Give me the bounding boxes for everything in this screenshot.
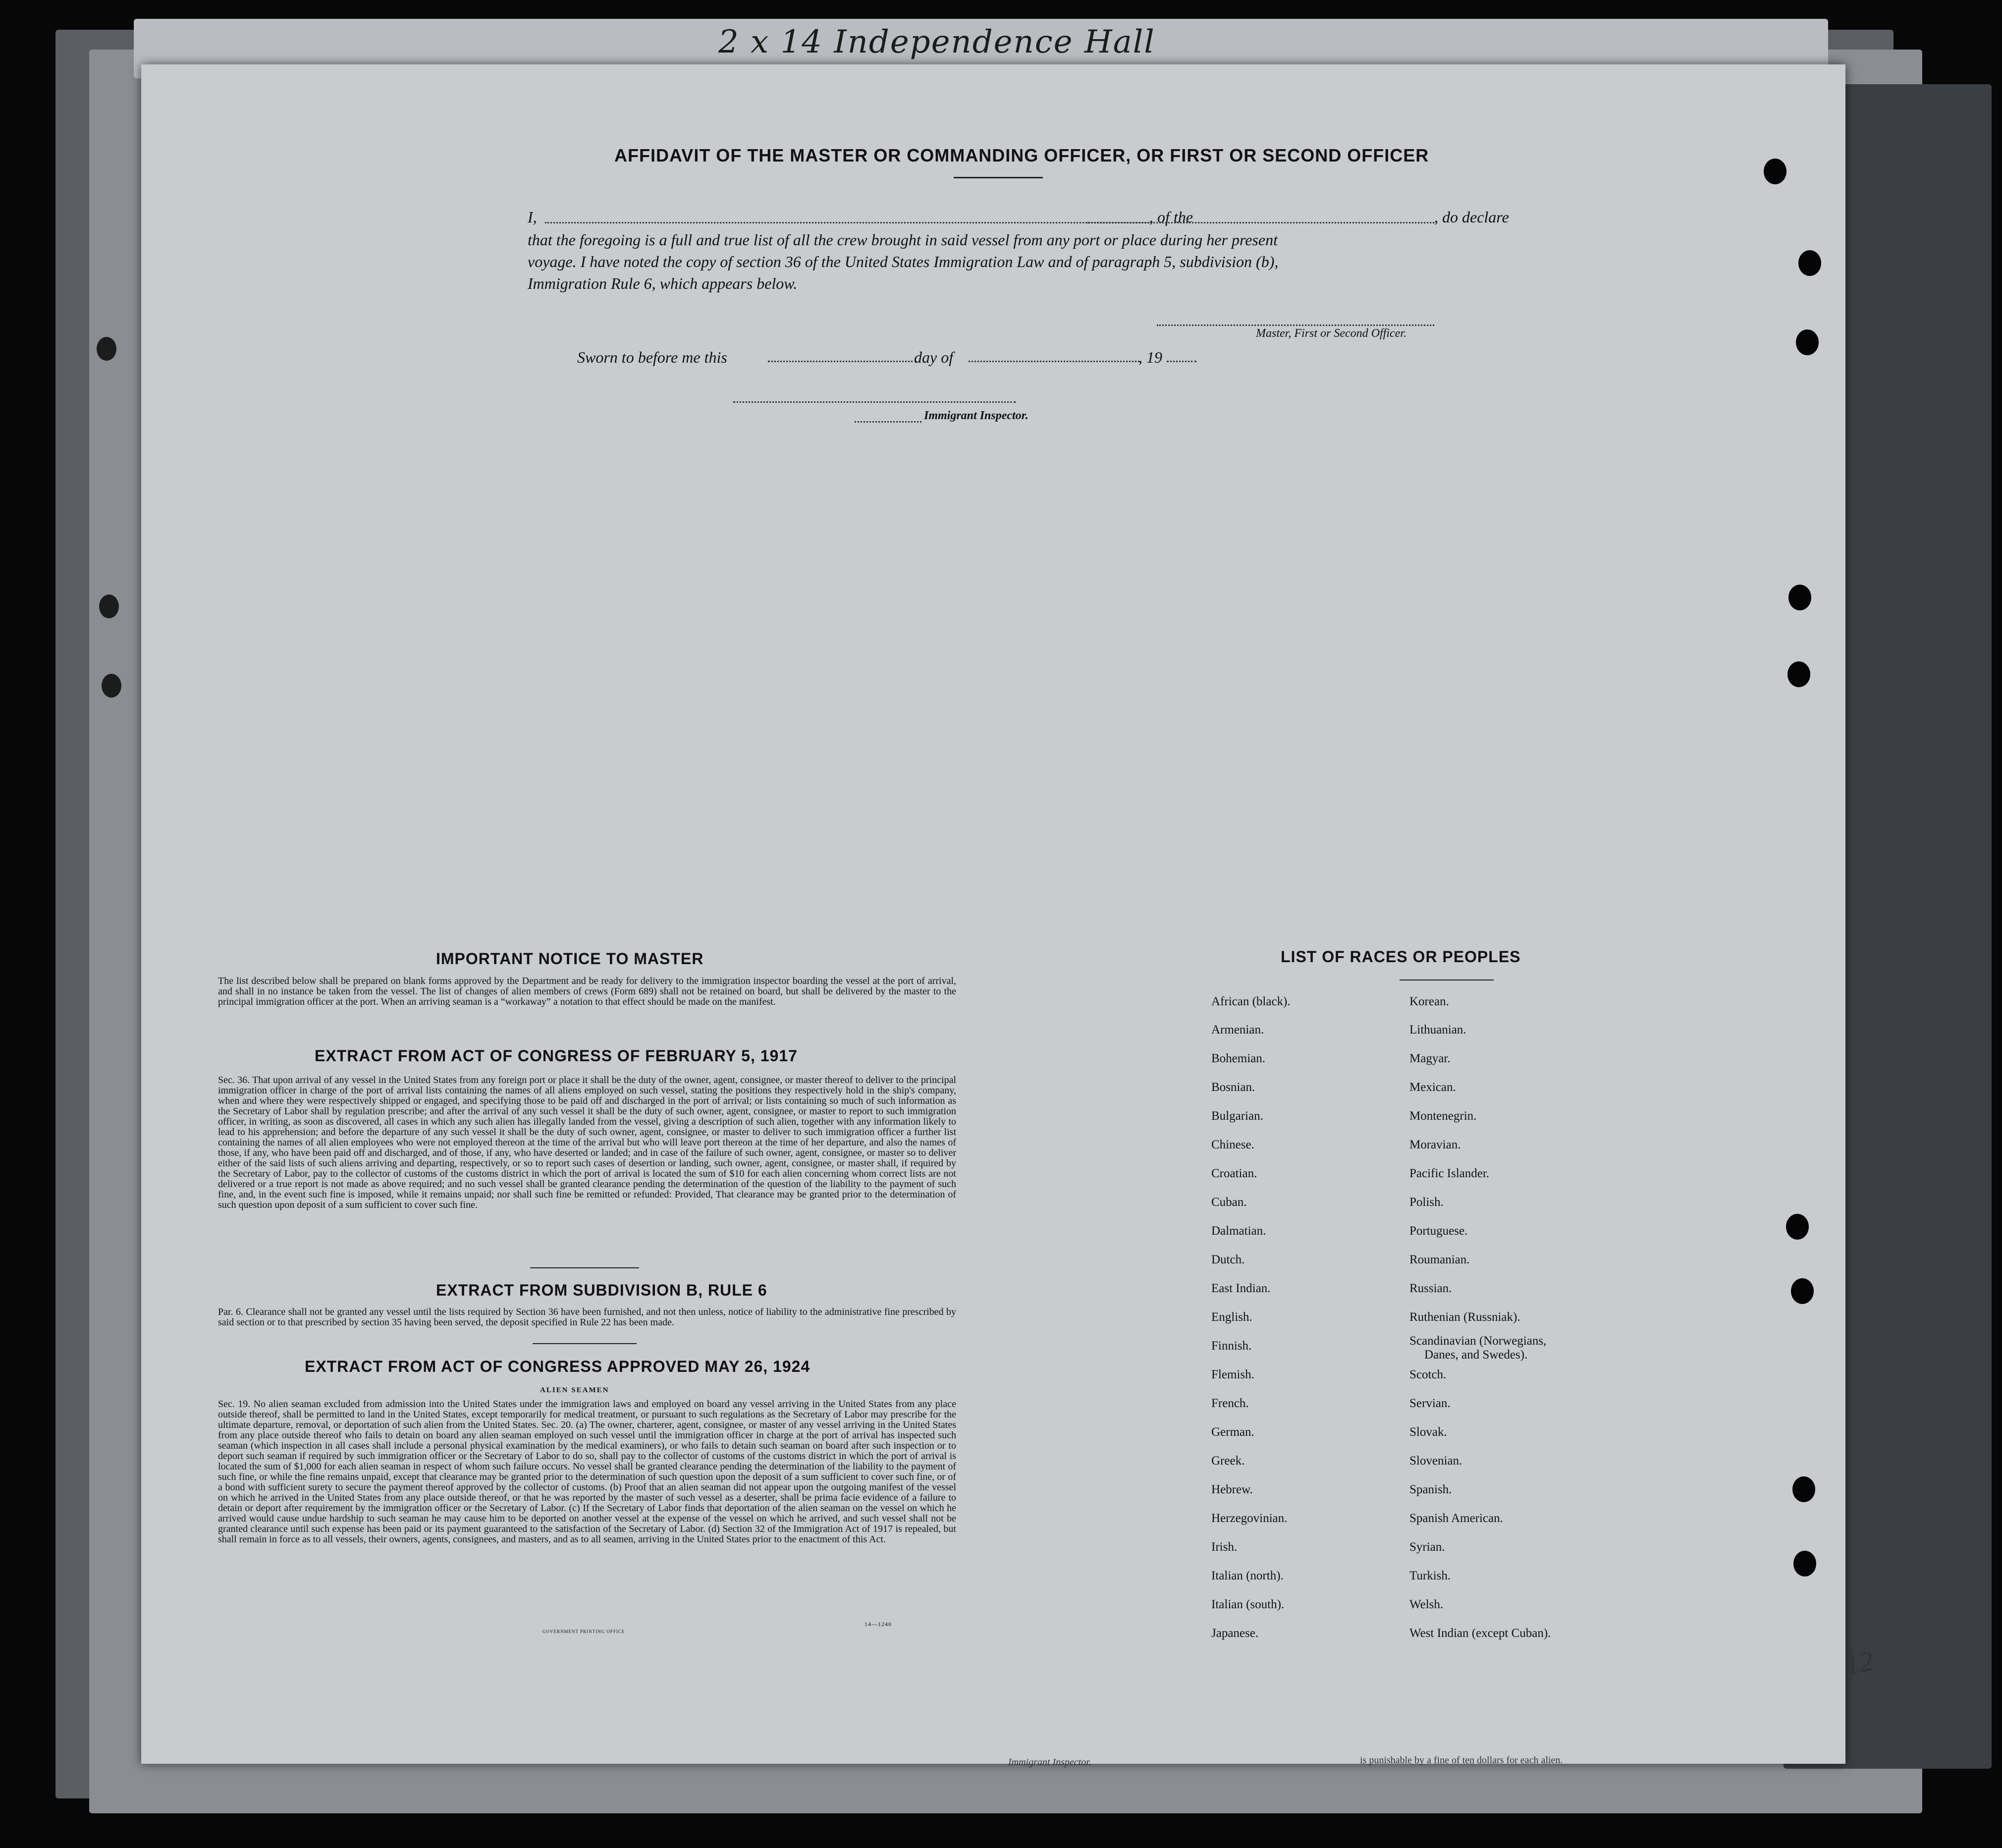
race-right-item: Lithuanian. — [1409, 1023, 1466, 1036]
race-left-item: Hebrew. — [1211, 1483, 1253, 1496]
race-right-item: Polish. — [1409, 1196, 1444, 1209]
name-field[interactable] — [545, 222, 1149, 223]
race-right-item: Scandinavian (Norwegians, — [1409, 1334, 1547, 1348]
affidavit-line3: voyage. I have noted the copy of section 36 of the United States Immigration Law and of paragraph 5, subdivision (b), — [528, 253, 1279, 271]
alien-seamen-subtitle: ALIEN SEAMEN — [540, 1386, 609, 1394]
affidavit-line1-i: I, — [528, 208, 537, 226]
binder-hole-icon — [1793, 1551, 1816, 1576]
affidavit-line2: that the foregoing is a full and true list of all the crew brought in said vessel from any port or place during her present — [528, 231, 1278, 249]
binder-hole-icon — [1788, 585, 1811, 610]
race-right-item: Welsh. — [1409, 1598, 1444, 1611]
underlying-fine-fragment: is punishable by a fine of ten dollars for each alien. — [1360, 1755, 1563, 1766]
binder-hole-icon — [1786, 1214, 1809, 1240]
race-left-item: Chinese. — [1211, 1138, 1254, 1151]
rule-6-title: EXTRACT FROM SUBDIVISION B, RULE 6 — [436, 1281, 767, 1299]
vessel-field[interactable] — [1087, 222, 1434, 223]
rule-6-text: Par. 6. Clearance shall not be granted any vessel until the lists required by Section 36 have been furnished, and not then unless, notice of liability to the administrative fine prescribed by said section or to that prescribed by section 35 having been served, the deposit specified in Rule 22 has been made. — [218, 1306, 956, 1328]
day-of-label: day of — [914, 348, 954, 366]
master-signature-label: Master, First or Second Officer. — [1256, 327, 1407, 340]
handwritten-note: 2 x 14 Independence Hall — [718, 24, 1155, 60]
extract-1917-text: Sec. 36. That upon arrival of any vessel in the United States from any foreign port or place it shall be the duty of the owner, agent, consignee, or master thereof to deliver to the principal immigration officer in charge of the port of arrival lists containing the names of all aliens employed on such vessel, stating the positions they respectively hold in the ship's company, when and where they were respectively shipped or engaged, and specifying those to be paid off and discharged in the port of arrival; or lists containing so much of such information as the Secretary of Labor shall by regulation prescribe; and after the arrival of any such vessel it shall be the duty of such owner, agent, consignee, or master to report to such immigration officer, in writing, as soon as discovered, all cases in which any such alien has illegally landed from the vessel, giving a description of such alien, together with any information likely to lead to his apprehension; and before the departure of any such vessel it shall be the duty of such owner, agent, consignee, or master to deliver to such immigration officer a further list containing the names of all alien employees who were not employed thereon at the time of the arrival but who will leave port thereon at the time of her departure, and also the names of those, if any, who have been paid off and discharged, and of those, if any, who have deserted or landed; and in case of the failure of such owner, agent, consignee, or master so to deliver either of the said lists of such aliens arriving and departing, respectively, or so to report such cases of desertion or landing, such owner, agent, consignee, or master shall, if required by the Secretary of Labor, pay to the collector of customs of the customs district in which the port of arrival is located the sum of $10 for each alien concerning whom correct lists are not delivered or a true report is not made as above required; and no such vessel shall be granted clearance pending the determination of the question of the liability to the payment of such fine, and, in the event such fine is imposed, while it remains unpaid; nor shall such fine be remitted or refunded: Provided, That clearance may be granted prior to the determination of such question upon deposit of a sum sufficient to cover such fine. — [218, 1075, 956, 1210]
extract-1917-title: EXTRACT FROM ACT OF CONGRESS OF FEBRUARY 5, 1917 — [315, 1047, 798, 1065]
underlying-inspector-fragment: Immigrant Inspector. — [1008, 1757, 1091, 1768]
stack-hole-icon — [102, 674, 121, 698]
race-right-item: Spanish American. — [1409, 1512, 1503, 1525]
affidavit-line4: Immigration Rule 6, which appears below. — [528, 274, 798, 292]
inspector-signature-label: Immigrant Inspector. — [924, 409, 1028, 422]
binder-hole-icon — [1792, 1476, 1815, 1502]
race-left-item: German. — [1211, 1425, 1254, 1439]
rule-6-top-rule — [530, 1267, 639, 1268]
race-right-item: Ruthenian (Russniak). — [1409, 1310, 1520, 1324]
notice-text: The list described below shall be prepared on blank forms approved by the Department and be ready for delivery to the immigration inspector boarding the vessel at the port of arrival, and shall in no instance be taken from the vessel. The list of changes of alien members of crews (Form 689) shall not be retained on board, but shall be delivered by the master to the principal immigration officer at the port. When an arriving seaman is a “workaway” a notation to that effect should be made on the manifest. — [218, 976, 956, 1007]
race-right-item: Korean. — [1409, 995, 1449, 1008]
race-left-item: French. — [1211, 1397, 1249, 1410]
race-left-item: Bulgarian. — [1211, 1109, 1263, 1123]
affidavit-title-rule — [954, 177, 1043, 178]
form-number: 14—1240 — [865, 1621, 892, 1628]
race-left-item: Finnish. — [1211, 1339, 1252, 1353]
race-right-item: Syrian. — [1409, 1540, 1445, 1554]
stack-hole-icon — [99, 595, 119, 618]
race-left-item: Japanese. — [1211, 1627, 1259, 1640]
race-right-item: Portuguese. — [1409, 1224, 1468, 1238]
binder-hole-icon — [1764, 159, 1786, 184]
sworn-label: Sworn to before me this — [577, 348, 727, 366]
race-left-item: Dutch. — [1211, 1253, 1245, 1266]
race-left-item: Bosnian. — [1211, 1081, 1255, 1094]
races-title: LIST OF RACES OR PEOPLES — [1281, 948, 1521, 966]
rule-6-bottom-rule — [533, 1343, 637, 1344]
binder-hole-icon — [1796, 329, 1819, 355]
race-left-item: Italian (north). — [1211, 1569, 1284, 1582]
race-left-item: English. — [1211, 1310, 1252, 1324]
race-right-item: Roumanian. — [1409, 1253, 1470, 1266]
race-left-item: African (black). — [1211, 995, 1291, 1008]
race-right-item: Pacific Islander. — [1409, 1167, 1490, 1180]
affidavit-line1-declare: , do declare — [1434, 208, 1509, 226]
form-page — [141, 64, 1876, 1764]
stack-hole-icon — [97, 337, 116, 361]
extract-1924-title: EXTRACT FROM ACT OF CONGRESS APPROVED MAY 26, 1924 — [305, 1358, 811, 1375]
race-left-item: Bohemian. — [1211, 1052, 1266, 1065]
affidavit-title: AFFIDAVIT OF THE MASTER OR COMMANDING OFFICER, OR FIRST OR SECOND OFFICER — [614, 145, 1429, 165]
inspector-signature-lead — [855, 421, 921, 423]
race-right-item: West Indian (except Cuban). — [1409, 1627, 1551, 1640]
sworn-day-field[interactable] — [768, 361, 917, 362]
binder-hole-icon — [1798, 250, 1821, 276]
binder-hole-icon — [1791, 1278, 1814, 1304]
inspector-signature-field[interactable] — [733, 401, 1016, 403]
races-title-rule — [1400, 979, 1494, 980]
race-left-item: Flemish. — [1211, 1368, 1254, 1381]
race-right-item: Moravian. — [1409, 1138, 1461, 1151]
race-left-item: Armenian. — [1211, 1023, 1264, 1036]
race-left-item: East Indian. — [1211, 1282, 1271, 1295]
race-right-item: Servian. — [1409, 1397, 1451, 1410]
printer-imprint: GOVERNMENT PRINTING OFFICE — [542, 1629, 625, 1634]
notice-title: IMPORTANT NOTICE TO MASTER — [436, 950, 704, 968]
race-left-item: Italian (south). — [1211, 1598, 1285, 1611]
affidavit-line1-of: , of the — [1149, 208, 1193, 226]
sworn-year-field[interactable] — [1167, 361, 1196, 362]
race-left-item: Herzegovinian. — [1211, 1512, 1288, 1525]
race-left-item: Irish. — [1211, 1540, 1238, 1554]
race-right-item: Scotch. — [1409, 1368, 1447, 1381]
binder-hole-icon — [1787, 661, 1810, 687]
extract-1924-text: Sec. 19. No alien seaman excluded from admission into the United States under the immigration laws and employed on board any vessel arriving in the United States from any place outside thereof, shall be permitted to land in the United States, except temporarily for medical treatment, or pursuant to such regulations as the Secretary of Labor may prescribe for the ultimate departure, removal, or deportation of such alien from the United States. Sec. 20. (a) The owner, charterer, agent, consignee, or master of any vessel arriving in the United States from any place outside thereof who fails to detain on board any alien seaman employed on such vessel until the immigration officer in charge at the port of arrival has inspected such seaman (which inspection in all cases shall include a personal physical examination by the medical examiners), or who fails to detain such seaman on board after such inspection or to deport such seaman if required by such immigration officer or the Secretary of Labor to do so, shall pay to the collector of customs of the customs district in which the port of arrival is located the sum of $1,000 for each alien seaman in respect of whom such failure occurs. No vessel shall be granted clearance pending the determination of the liability to the payment of such fine, or while the fine remains unpaid, except that clearance may be granted prior to the determination of such question upon the deposit of a sum sufficient to cover such fine, or of a bond with sufficient surety to secure the payment thereof approved by the collector of customs. (b) Proof that an alien seaman did not appear upon the outgoing manifest of the vessel on which he arrived in the United States from any place outside thereof, or that he was reported by the master of such vessel as a deserter, shall be prima facie evidence of a failure to detain or deport after requirement by the immigration officer or the Secretary of Labor. (c) If the Secretary of Labor finds that deportation of the alien seaman on the vessel on which he arrived would cause undue hardship to such seaman he may cause him to be deported on another vessel at the expense of the vessel on which he arrived, and such vessel shall not be granted clearance until such expense has been paid or its payment guaranteed to the satisfaction of the Secretary of Labor. (d) Section 32 of the Immigration Act of 1917 is repealed, but shall remain in force as to all vessels, their owners, agents, consignees, and masters, and as to all seamen, arriving in the United States prior to the enactment of this Act. — [218, 1399, 956, 1545]
race-right-item: Russian. — [1409, 1282, 1452, 1295]
race-left-item: Cuban. — [1211, 1196, 1247, 1209]
margin-page-number: 12 — [1843, 1645, 1876, 1681]
sworn-month-field[interactable] — [969, 361, 1139, 362]
race-right-item: Montenegrin. — [1409, 1109, 1477, 1123]
race-right-item: Magyar. — [1409, 1052, 1451, 1065]
race-left-item: Greek. — [1211, 1454, 1245, 1468]
race-right-item: Slovenian. — [1409, 1454, 1462, 1468]
race-right-item: Mexican. — [1409, 1081, 1456, 1094]
race-right-item: Spanish. — [1409, 1483, 1452, 1496]
master-signature-field[interactable] — [1157, 325, 1434, 326]
year-label: , 19 — [1138, 348, 1162, 366]
race-right-item: Turkish. — [1409, 1569, 1451, 1582]
race-left-item: Croatian. — [1211, 1167, 1257, 1180]
race-right-item-continuation: Danes, and Swedes). — [1424, 1348, 1528, 1361]
race-left-item: Dalmatian. — [1211, 1224, 1266, 1238]
race-right-item: Slovak. — [1409, 1425, 1447, 1439]
